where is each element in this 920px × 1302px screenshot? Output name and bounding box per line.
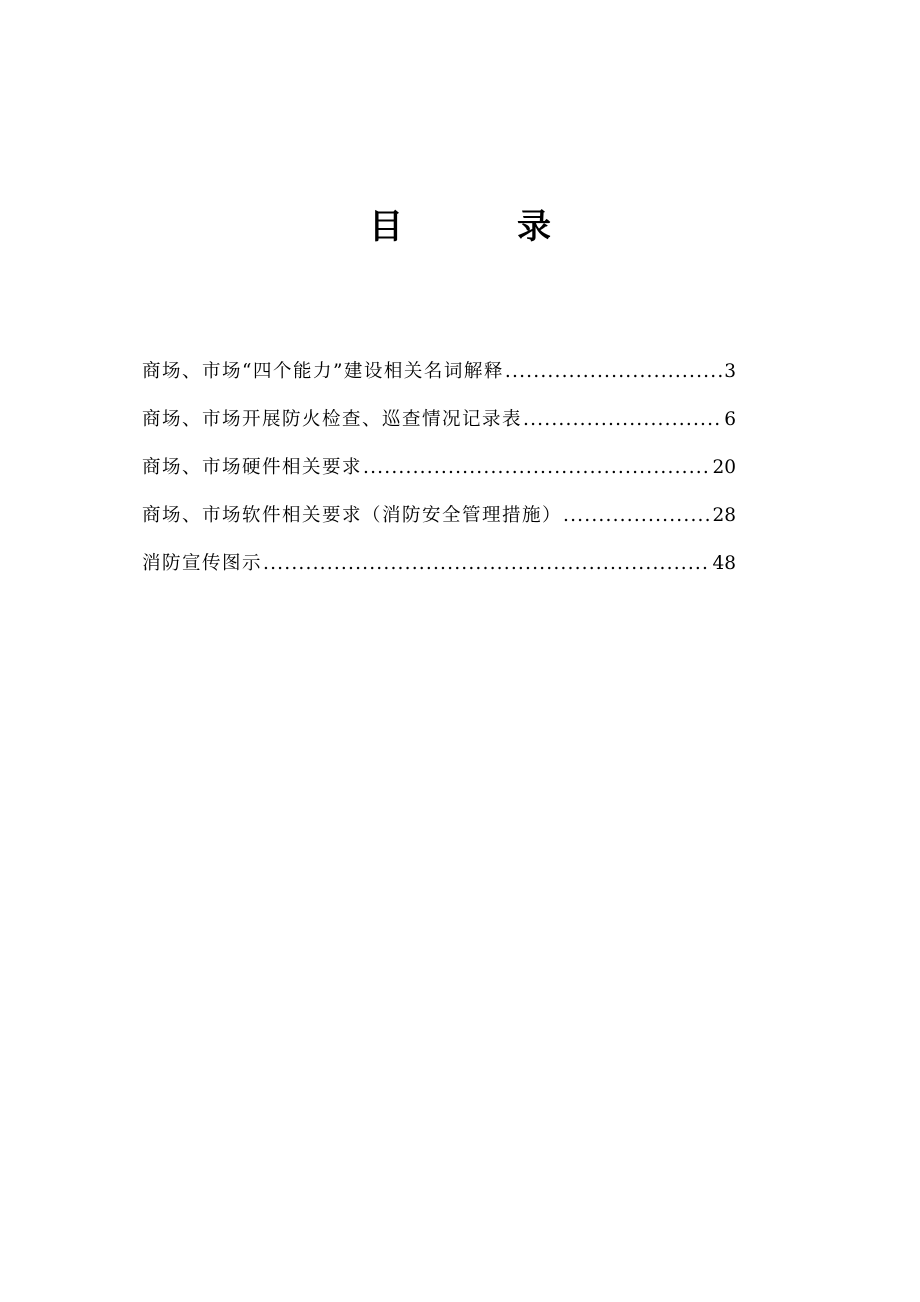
toc-entry[interactable]	[142, 400, 736, 448]
toc-entry-text: 商场、市场软件相关要求（消防安全管理措施）	[142, 505, 563, 526]
toc-entry-text: 商场、市场硬件相关要求	[142, 457, 363, 478]
toc-leader-dots	[505, 352, 723, 392]
toc-entry-text: 商场、市场“四个能力”建设相关名词解释	[142, 361, 504, 382]
toc-leader-dots	[563, 496, 711, 536]
toc-entry[interactable]	[142, 544, 736, 592]
toc-title: 目 录	[369, 207, 591, 247]
toc-entry-text: 消防宣传图示	[142, 553, 263, 574]
toc-entry-page: 48	[712, 553, 736, 574]
toc-entry-text: 商场、市场开展防火检查、巡查情况记录表	[142, 409, 523, 430]
toc-entry[interactable]	[142, 496, 736, 544]
toc-entry-page: 20	[712, 457, 736, 478]
toc-entry[interactable]	[142, 352, 736, 400]
toc-leader-dots	[363, 448, 711, 488]
toc-leader-dots	[263, 544, 711, 584]
toc-entry-page: 3	[724, 361, 736, 382]
toc-list	[142, 352, 736, 592]
toc-entry-page: 6	[724, 409, 736, 430]
toc-leader-dots	[523, 400, 723, 440]
toc-entry-page: 28	[712, 505, 736, 526]
toc-entry[interactable]	[142, 448, 736, 496]
